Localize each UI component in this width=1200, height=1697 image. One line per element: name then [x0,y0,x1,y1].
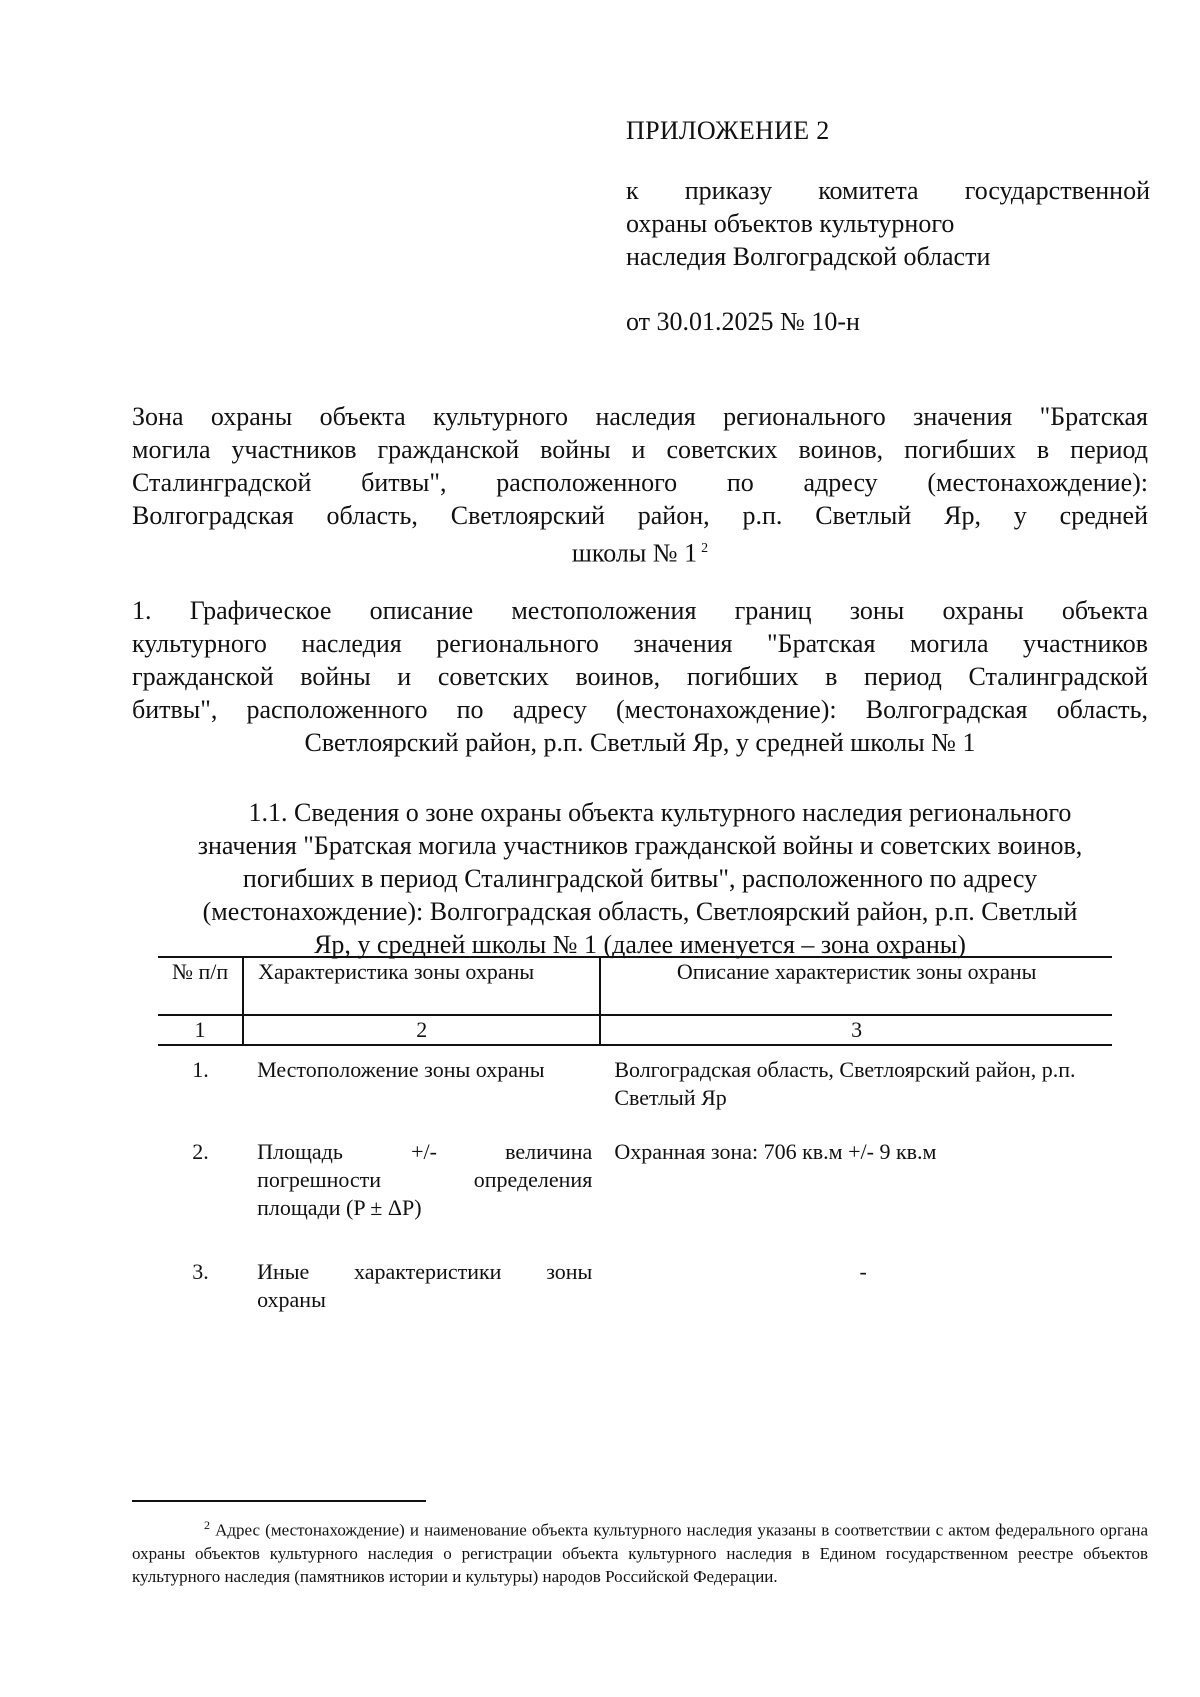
section-1-line: битвы", расположенного по адресу (местонахождение): Волгоградская область, [132,695,1148,724]
subsection-line: 1.1. Сведения о зоне охраны объекта культурного наследия регионального [248,798,1072,827]
footnote-reference[interactable]: 2 [701,541,709,556]
zone-title-line: могила участников гражданской войны и советских воинов, погибших в период [132,435,1148,464]
zone-title-line: Сталинградской битвы", расположенного по адресу (местонахождение): [132,468,1148,497]
column-number: 1 [158,1015,243,1045]
zone-title-line: Зона охраны объекта культурного наследия регионального значения "Братская [132,402,1148,431]
table-row [158,1248,1112,1314]
row-number: 1. [192,1057,209,1082]
zone-title-line: Волгоградская область, Светлоярский район, р.п. Светлый Яр, у средней [132,501,1148,530]
appendix-line: к приказу комитета государственной [626,176,1150,205]
subsection-line: погибших в период Сталинградской битвы", расположенного по адресу [242,864,1038,893]
footnote-text: Адрес (местонахождение) и наименование объекта культурного наследия указаны в соответствии с актом федерального органа охраны объектов культурного наследия о регистрации объекта культурного наследия в Едином государственном реестре объектов культурного наследия (памятников истории и культуры) народов Российской Федерации. [132,1520,1148,1586]
row-characteristic [243,1128,600,1248]
row-number: 2. [192,1139,209,1164]
header-characteristic: Характеристика зоны охраны [243,957,600,1015]
table-header-row [158,957,1112,1015]
footnote [132,1514,1148,1588]
characteristic-line: Иные характеристики зоны [257,1259,593,1284]
appendix-line: охраны объектов культурного [626,209,955,238]
footnote-divider [132,1500,426,1502]
order-date: от 30.01.2025 № 10-н [626,307,860,336]
row-description: - [859,1259,867,1284]
table-column-numbers-row [158,1015,1112,1045]
table-row [158,1045,1112,1128]
subsection-line: Яр, у средней школы № 1 (далее именуется – зона охраны) [314,930,966,959]
row-number: 3. [192,1259,209,1284]
header-number: № п/п [158,957,243,1015]
characteristic-line: Площадь +/- величина [257,1139,593,1164]
header-description: Описание характеристик зоны охраны [600,957,1112,1015]
row-description: Волгоградская область, Светлоярский район, р.п. Светлый Яр [614,1057,1076,1110]
zone-table [158,956,1112,1314]
column-number: 2 [243,1015,600,1045]
row-characteristic [243,1248,600,1314]
section-1-line: Светлоярский район, р.п. Светлый Яр, у средней школы № 1 [304,728,976,757]
row-description: Охранная зона: 706 кв.м +/- 9 кв.м [614,1139,937,1164]
characteristic-line: погрешности определения [257,1167,593,1192]
subsection-line: (местонахождение): Волгоградская область, Светлоярский район, р.п. Светлый [202,897,1078,926]
table-row [158,1128,1112,1248]
footnote-marker: 2 [204,1518,210,1532]
appendix-reference [626,174,1150,273]
section-1-line: культурного наследия регионального значения "Братская могила участников [132,629,1148,658]
subsection-1-1-heading [150,796,1130,961]
zone-title [132,400,1148,570]
subsection-line: значения "Братская могила участников гражданской войны и советских воинов, [197,831,1083,860]
section-1-heading [132,594,1148,759]
row-characteristic: Местоположение зоны охраны [257,1057,545,1082]
column-number: 3 [600,1015,1112,1045]
section-1-line: гражданской войны и советских воинов, погибших в период Сталинградской [132,662,1148,691]
zone-title-last-line [132,532,1148,570]
zone-title-line: школы № 1 [571,538,698,568]
section-1-line: 1. Графическое описание местоположения границ зоны охраны объекта [132,596,1148,625]
appendix-line: наследия Волгоградской области [626,242,991,271]
characteristic-line: охраны [257,1287,326,1312]
appendix-title: ПРИЛОЖЕНИЕ 2 [626,116,830,145]
characteristic-line: площади (P ± ΔP) [257,1195,422,1220]
